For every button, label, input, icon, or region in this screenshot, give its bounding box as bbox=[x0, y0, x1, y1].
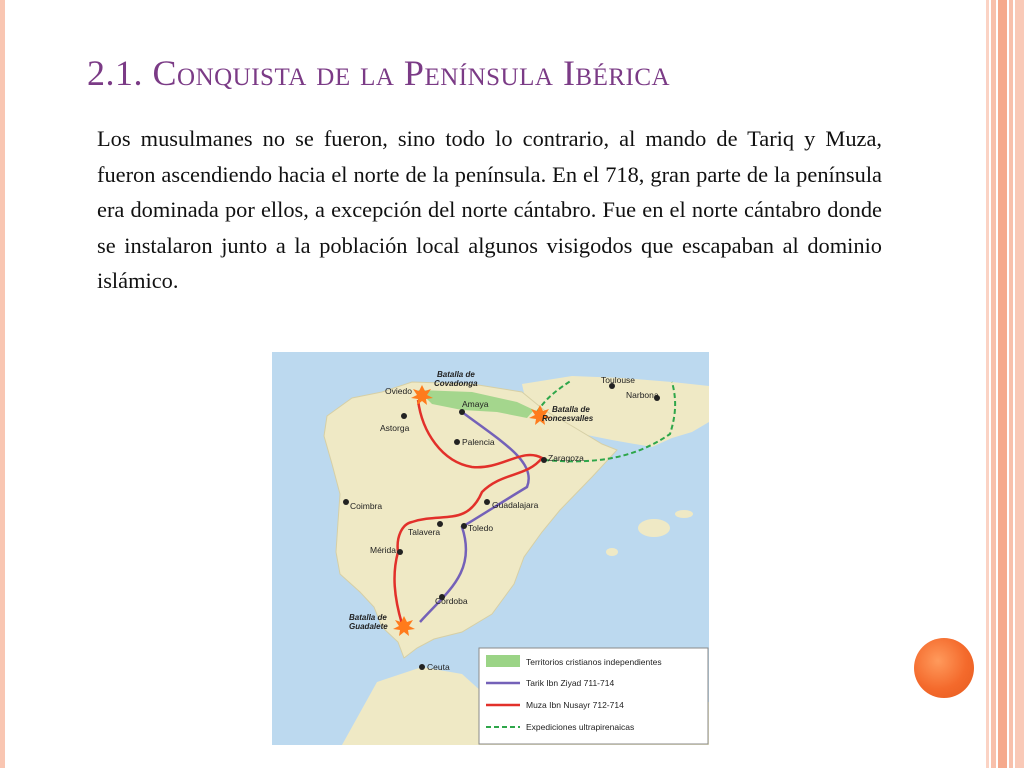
city-narbona: Narbona bbox=[626, 390, 659, 400]
city-cordoba: Córdoba bbox=[435, 596, 468, 606]
battle-guadalete-line2: Guadalete bbox=[349, 622, 388, 631]
battle-covadonga-line2: Covadonga bbox=[434, 379, 478, 388]
city-astorga: Astorga bbox=[380, 423, 410, 433]
city-coimbra: Coimbra bbox=[350, 501, 383, 511]
legend-label-christian: Territorios cristianos independientes bbox=[526, 657, 662, 667]
battle-guadalete-line1: Batalla de bbox=[349, 613, 387, 622]
map-legend bbox=[479, 648, 708, 744]
slide-title: 2.1. Conquista de la Península Ibérica bbox=[87, 53, 671, 93]
legend-label-expeditions: Expediciones ultrapirenaicas bbox=[526, 722, 635, 732]
battle-roncesvalles-line1: Batalla de bbox=[552, 405, 590, 414]
city-ceuta: Ceuta bbox=[427, 662, 450, 672]
decorative-stripes bbox=[986, 0, 1024, 768]
city-guadalajara: Guadalajara bbox=[492, 500, 539, 510]
iberian-conquest-map bbox=[272, 352, 709, 745]
city-amaya: Amaya bbox=[462, 399, 489, 409]
decorative-orange-circle bbox=[914, 638, 974, 698]
menorca bbox=[675, 510, 693, 518]
mallorca bbox=[638, 519, 670, 537]
city-merida: Mérida bbox=[370, 545, 396, 555]
legend-label-muza: Muza Ibn Nusayr 712-714 bbox=[526, 700, 624, 710]
city-zaragoza: Zaragoza bbox=[548, 453, 584, 463]
city-palencia: Palencia bbox=[462, 437, 495, 447]
city-toledo: Toledo bbox=[468, 523, 494, 533]
legend-swatch-christian bbox=[486, 655, 520, 667]
battle-roncesvalles-line2: Roncesvalles bbox=[542, 414, 594, 423]
city-talavera: Talavera bbox=[408, 527, 441, 537]
slide-paragraph: Los musulmanes no se fueron, sino todo lo contrario, al mando de Tariq y Muza, fueron ascendiendo hacia el norte de la península. En el 718, gran parte de la península era dominada por ellos, a excepción del norte cántabro. Fue en el norte cántabro donde se instalaron junto a la población local algunos visigodos que escapaban al dominio islámico. bbox=[97, 126, 882, 294]
battle-covadonga-line1: Batalla de bbox=[437, 370, 475, 379]
city-oviedo: Oviedo bbox=[385, 386, 412, 396]
left-border bbox=[0, 0, 5, 768]
legend-label-tarik: Tarik Ibn Ziyad 711-714 bbox=[526, 678, 615, 688]
city-toulouse: Toulouse bbox=[601, 375, 636, 385]
ibiza bbox=[606, 548, 618, 556]
